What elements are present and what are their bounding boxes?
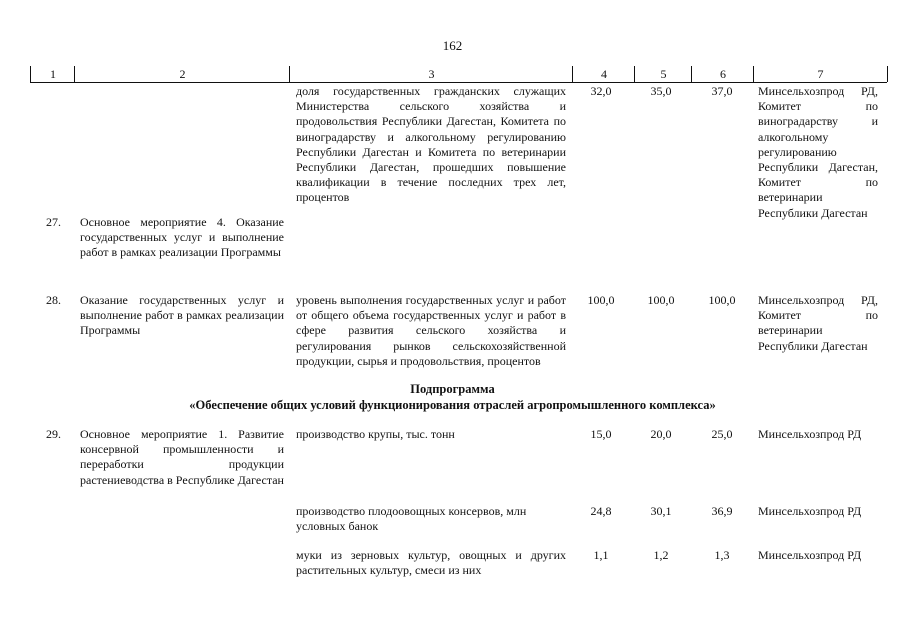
- subprogram-label: Подпрограмма: [410, 382, 495, 396]
- row-number: 27.: [46, 215, 61, 229]
- value-cell: 15,0: [590, 427, 612, 441]
- responsible-text: Минсельхозпрод РД: [758, 427, 862, 441]
- responsible-text: Минсельхозпрод РД: [758, 504, 862, 518]
- value-cell: 35,0: [650, 84, 672, 98]
- value-cell: 25,0: [711, 427, 733, 441]
- indicator-text: доля государственных гражданских служащих Министерства сельского хозяйства и продовольствия Республики Дагестан, Комитета по виноградарству и алкогольному регулированию Республики Дагестан и Комитета по ветеринарии Республики Дагестан, прошедших повышение квалификации в течение последних трех лет, процентов: [296, 84, 566, 205]
- column-header: 6: [691, 66, 754, 82]
- value-cell: 1,1: [593, 548, 609, 562]
- column-header: 4: [572, 66, 635, 82]
- page-number: 162: [442, 38, 463, 53]
- value-cell: 100,0: [647, 293, 675, 307]
- value-cell: 100,0: [587, 293, 615, 307]
- value-cell: 1,3: [714, 548, 730, 562]
- indicator-text: производство крупы, тыс. тонн: [296, 427, 455, 441]
- row-number: 29.: [46, 427, 61, 441]
- responsible-text: Минсельхозпрод РД, Комитет по виноградарству и алкогольному регулированию Республики Дагестан, Комитет по ветеринарии Республики Дагестан: [758, 84, 878, 220]
- column-header: 2: [74, 66, 290, 82]
- responsible-text: Минсельхозпрод РД: [758, 548, 862, 562]
- measure-text: Основное мероприятие 4. Оказание государственных услуг и выполнение работ в рамках реализации Программы: [80, 215, 284, 260]
- row-number: 28.: [46, 293, 61, 307]
- table-header: [30, 66, 887, 83]
- column-header: 7: [753, 66, 888, 82]
- column-header: 5: [634, 66, 692, 82]
- column-header: 1: [30, 66, 75, 82]
- value-cell: 37,0: [711, 84, 733, 98]
- responsible-text: Минсельхозпрод РД, Комитет по ветеринарии Республики Дагестан: [758, 293, 878, 353]
- subprogram-title: «Обеспечение общих условий функционирования отраслей агропромышленного комплекса»: [189, 398, 716, 412]
- indicator-text: производство плодоовощных консервов, млн условных банок: [296, 504, 527, 534]
- value-cell: 1,2: [653, 548, 669, 562]
- indicator-text: уровень выполнения государственных услуг и работ от общего объема государственных услуг и работ в сфере развития сельского хозяйства и регулирования рынков сельскохозяйственной продукции, сырья и продовольствия, процентов: [296, 293, 566, 368]
- measure-text: Оказание государственных услуг и выполнение работ в рамках реализации Программы: [80, 293, 284, 338]
- value-cell: 100,0: [708, 293, 736, 307]
- value-cell: 32,0: [590, 84, 612, 98]
- value-cell: 36,9: [711, 504, 733, 518]
- measure-text: Основное мероприятие 1. Развитие консервной промышленности и переработки продукции растениеводства в Республике Дагестан: [80, 427, 284, 487]
- value-cell: 24,8: [590, 504, 612, 518]
- value-cell: 30,1: [650, 504, 672, 518]
- value-cell: 20,0: [650, 427, 672, 441]
- indicator-text: муки из зерновых культур, овощных и других растительных культур, смеси из них: [296, 548, 566, 578]
- column-header: 3: [289, 66, 573, 82]
